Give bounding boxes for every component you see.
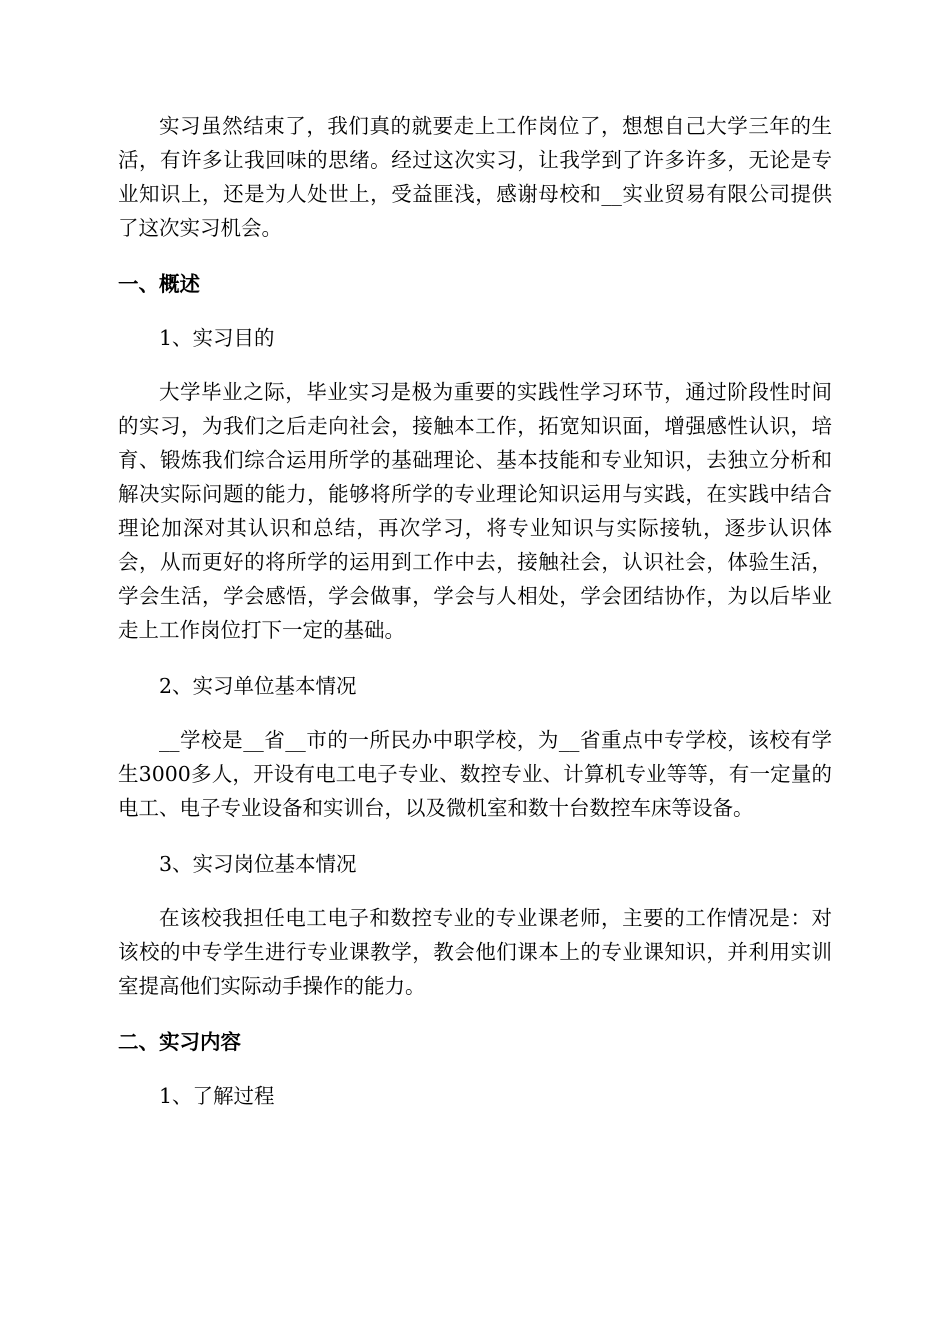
document-page	[118, 109, 832, 1133]
subheading-position-info: 3、实习岗位基本情况	[159, 852, 357, 876]
position-info-paragraph: 在该校我担任电工电子和数控专业的专业课老师，主要的工作情况是：对该校的中专学生进行专业课教学，教会他们课本上的专业课知识，并利用实训室提高他们实际动手操作的能力。	[118, 906, 832, 998]
subheading-unit-info: 2、实习单位基本情况	[159, 674, 357, 698]
unit-info-paragraph: __学校是__省__市的一所民办中职学校，为__省重点中专学校，该校有学生3000多人，开设有电工电子专业、数控专业、计算机专业等等，有一定量的电工、电子专业设备和实训台，以及微机室和数十台数控车床等设备。	[118, 728, 832, 820]
internship-purpose-paragraph: 大学毕业之际，毕业实习是极为重要的实践性学习环节，通过阶段性时间的实习，为我们之后走向社会，接触本工作，拓宽知识面，增强感性认识，培育、锻炼我们综合运用所学的基础理论、基本技能和专业知识，去独立分析和解决实际问题的能力，能够将所学的专业理论知识运用与实践，在实践中结合理论加深对其认识和总结，再次学习，将专业知识与实际接轨，逐步认识体会，从而更好的将所学的运用到工作中去，接触社会，认识社会，体验生活，学会生活，学会感悟，学会做事，学会与人相处，学会团结协作，为以后毕业走上工作岗位打下一定的基础。	[118, 380, 832, 642]
section-heading-overview: 一、概述	[118, 272, 200, 296]
section-heading-content: 二、实习内容	[118, 1030, 241, 1054]
subheading-internship-purpose: 1、实习目的	[159, 326, 275, 350]
intro-paragraph: 实习虽然结束了，我们真的就要走上工作岗位了，想想自己大学三年的生活，有许多让我回味的思绪。经过这次实习，让我学到了许多许多，无论是专业知识上，还是为人处世上，受益匪浅，感谢母校和__实业贸易有限公司提供了这次实习机会。	[118, 114, 832, 240]
subheading-understand-process: 1、了解过程	[159, 1084, 275, 1108]
